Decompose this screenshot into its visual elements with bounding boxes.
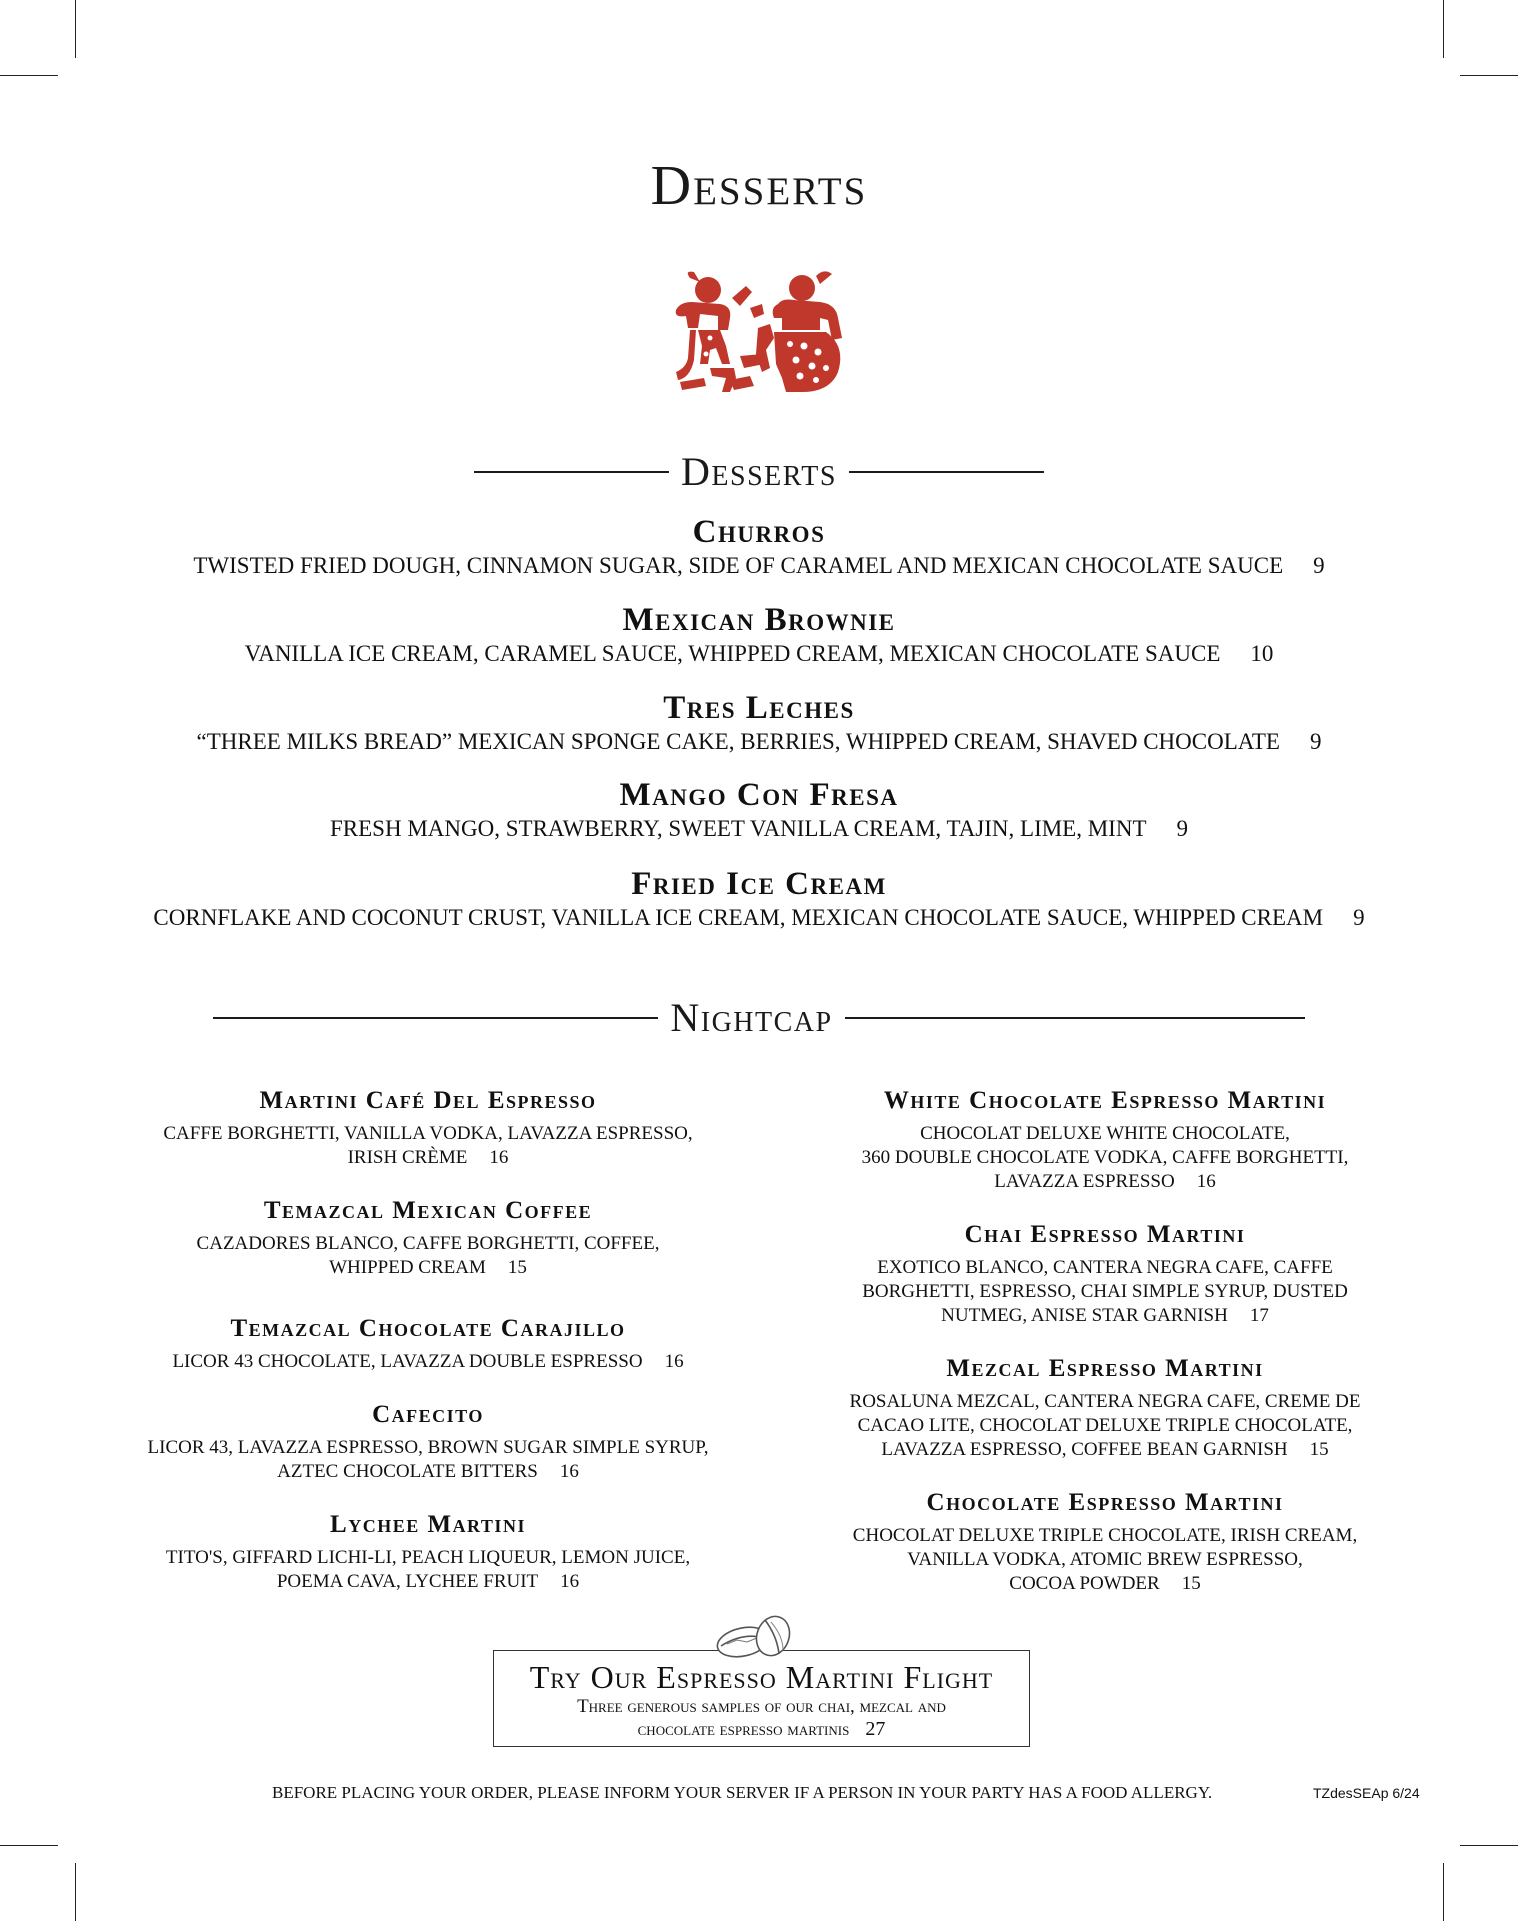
coffee-beans-icon xyxy=(713,1614,797,1660)
drink-description: EXOTICO BLANCO, CANTERA NEGRA CAFE, CAFFE BORGHETTI, ESPRESSO, CHAI SIMPLE SYRUP, DUSTED NUTMEG, ANISE STAR GARNISH 17 xyxy=(862,1257,1348,1326)
nightcap-left-column xyxy=(138,1086,718,1620)
drink-item xyxy=(138,1314,718,1374)
dessert-price: 9 xyxy=(1176,816,1188,841)
drink-price: 15 xyxy=(1181,1573,1201,1594)
drink-item xyxy=(815,1488,1395,1596)
crop-mark xyxy=(75,0,76,58)
drink-price: 15 xyxy=(507,1257,527,1278)
heading-rule xyxy=(845,1017,1305,1019)
drink-item xyxy=(815,1086,1395,1194)
heading-rule xyxy=(213,1017,658,1019)
dessert-price: 9 xyxy=(1313,553,1325,578)
crop-mark xyxy=(1443,1863,1444,1921)
allergy-notice: BEFORE PLACING YOUR ORDER, PLEASE INFORM YOUR SERVER IF A PERSON IN YOUR PARTY HAS A FOOD ALLERGY. xyxy=(272,1783,1213,1802)
crop-mark xyxy=(1460,1845,1518,1846)
crop-mark xyxy=(0,75,58,76)
crop-mark xyxy=(0,1845,58,1846)
drink-name: Martini Café Del Espresso xyxy=(259,1087,597,1114)
drink-name: Mezcal Espresso Martini xyxy=(946,1355,1264,1382)
dessert-description: TWISTED FRIED DOUGH, CINNAMON SUGAR, SIDE OF CARAMEL AND MEXICAN CHOCOLATE SAUCE 9 xyxy=(193,553,1325,578)
desserts-section-heading xyxy=(0,449,1518,494)
crop-mark xyxy=(1460,75,1518,76)
drink-item xyxy=(815,1354,1395,1462)
dessert-description: FRESH MANGO, STRAWBERRY, SWEET VANILLA CREAM, TAJIN, LIME, MINT 9 xyxy=(330,816,1188,841)
drink-item xyxy=(138,1196,718,1280)
drink-item xyxy=(138,1510,718,1594)
flight-price: 27 xyxy=(865,1718,886,1740)
dessert-name: Mexican Brownie xyxy=(622,602,896,638)
dessert-description: VANILLA ICE CREAM, CARAMEL SAUCE, WHIPPED CREAM, MEXICAN CHOCOLATE SAUCE 10 xyxy=(244,641,1274,666)
drink-item xyxy=(138,1400,718,1484)
flight-description: Three generous samples of our chai, mezcal and chocolate espresso martinis 27 xyxy=(577,1696,946,1740)
flight-title: Try Our Espresso Martini Flight xyxy=(529,1659,994,1695)
dessert-item xyxy=(0,777,1518,843)
drink-name: White Chocolate Espresso Martini xyxy=(883,1087,1327,1114)
drink-description: CHOCOLAT DELUXE TRIPLE CHOCOLATE, IRISH CREAM, VANILLA VODKA, ATOMIC BREW ESPRESSO, COCOA POWDER 15 xyxy=(852,1525,1358,1594)
dessert-item xyxy=(0,690,1518,756)
dessert-name: Fried Ice Cream xyxy=(631,866,887,902)
dessert-price: 9 xyxy=(1353,905,1365,930)
dessert-name: Tres Leches xyxy=(663,690,855,726)
dessert-name: Churros xyxy=(692,514,826,550)
drink-price: 16 xyxy=(559,1461,579,1482)
drink-item xyxy=(138,1086,718,1170)
drink-name: Chai Espresso Martini xyxy=(964,1221,1246,1248)
desserts-heading-label: Desserts xyxy=(681,449,837,494)
drink-description: CAFFE BORGHETTI, VANILLA VODKA, LAVAZZA ESPRESSO, IRISH CRÈME 16 xyxy=(163,1123,693,1168)
drink-name: Temazcal Mexican Coffee xyxy=(263,1197,593,1224)
drink-description: ROSALUNA MEZCAL, CANTERA NEGRA CAFE, CREME DE CACAO LITE, CHOCOLAT DELUXE TRIPLE CHOCOLATE, LAVAZZA ESPRESSO, COFFEE BEAN GARNISH 15 xyxy=(849,1391,1361,1460)
drink-name: Chocolate Espresso Martini xyxy=(926,1489,1284,1516)
heading-rule xyxy=(474,471,669,473)
drink-description: LICOR 43 CHOCOLATE, LAVAZZA DOUBLE ESPRESSO 16 xyxy=(172,1351,684,1372)
nightcap-section-heading xyxy=(0,995,1518,1040)
nightcap-right-column xyxy=(815,1086,1395,1622)
dessert-name: Mango Con Fresa xyxy=(619,777,899,813)
footer xyxy=(272,1782,1420,1804)
drink-description: CHOCOLAT DELUXE WHITE CHOCOLATE, 360 DOUBLE CHOCOLATE VODKA, CAFFE BORGHETTI, LAVAZZA ESPRESSO 16 xyxy=(861,1123,1349,1192)
drink-description: TITO'S, GIFFARD LICHI-LI, PEACH LIQUEUR, LEMON JUICE, POEMA CAVA, LYCHEE FRUIT 16 xyxy=(165,1547,691,1592)
espresso-flight-box xyxy=(493,1650,1030,1747)
crop-mark xyxy=(75,1863,76,1921)
dessert-item xyxy=(0,602,1518,668)
menu-code: TZdesSEAp 6/24 xyxy=(1313,1785,1420,1801)
dessert-item xyxy=(0,514,1518,580)
drink-item xyxy=(815,1220,1395,1328)
drink-price: 16 xyxy=(560,1571,580,1592)
drink-price: 17 xyxy=(1249,1305,1269,1326)
heading-rule xyxy=(849,471,1044,473)
drink-price: 16 xyxy=(664,1351,684,1372)
nightcap-heading-label: Nightcap xyxy=(670,995,833,1040)
drink-description: LICOR 43, LAVAZZA ESPRESSO, BROWN SUGAR SIMPLE SYRUP, AZTEC CHOCOLATE BITTERS 16 xyxy=(147,1437,709,1482)
drink-description: CAZADORES BLANCO, CAFFE BORGHETTI, COFFEE, WHIPPED CREAM 15 xyxy=(196,1233,660,1278)
dessert-price: 9 xyxy=(1309,729,1322,754)
dancing-figures-logo-icon xyxy=(670,268,848,396)
drink-price: 16 xyxy=(1196,1171,1216,1192)
drink-name: Cafecito xyxy=(372,1401,484,1428)
drink-name: Lychee Martini xyxy=(330,1511,526,1538)
dessert-price: 10 xyxy=(1250,641,1274,666)
drink-name: Temazcal Chocolate Carajillo xyxy=(230,1315,626,1342)
crop-mark xyxy=(1443,0,1444,58)
drink-price: 16 xyxy=(489,1147,509,1168)
drink-price: 15 xyxy=(1309,1439,1329,1460)
dessert-description: “THREE MILKS BREAD” MEXICAN SPONGE CAKE, BERRIES, WHIPPED CREAM, SHAVED CHOCOLATE 9 xyxy=(196,729,1322,754)
page-title: Desserts xyxy=(650,155,868,217)
dessert-description: CORNFLAKE AND COCONUT CRUST, VANILLA ICE CREAM, MEXICAN CHOCOLATE SAUCE, WHIPPED CREAM 9 xyxy=(153,905,1365,930)
dessert-item xyxy=(0,866,1518,932)
